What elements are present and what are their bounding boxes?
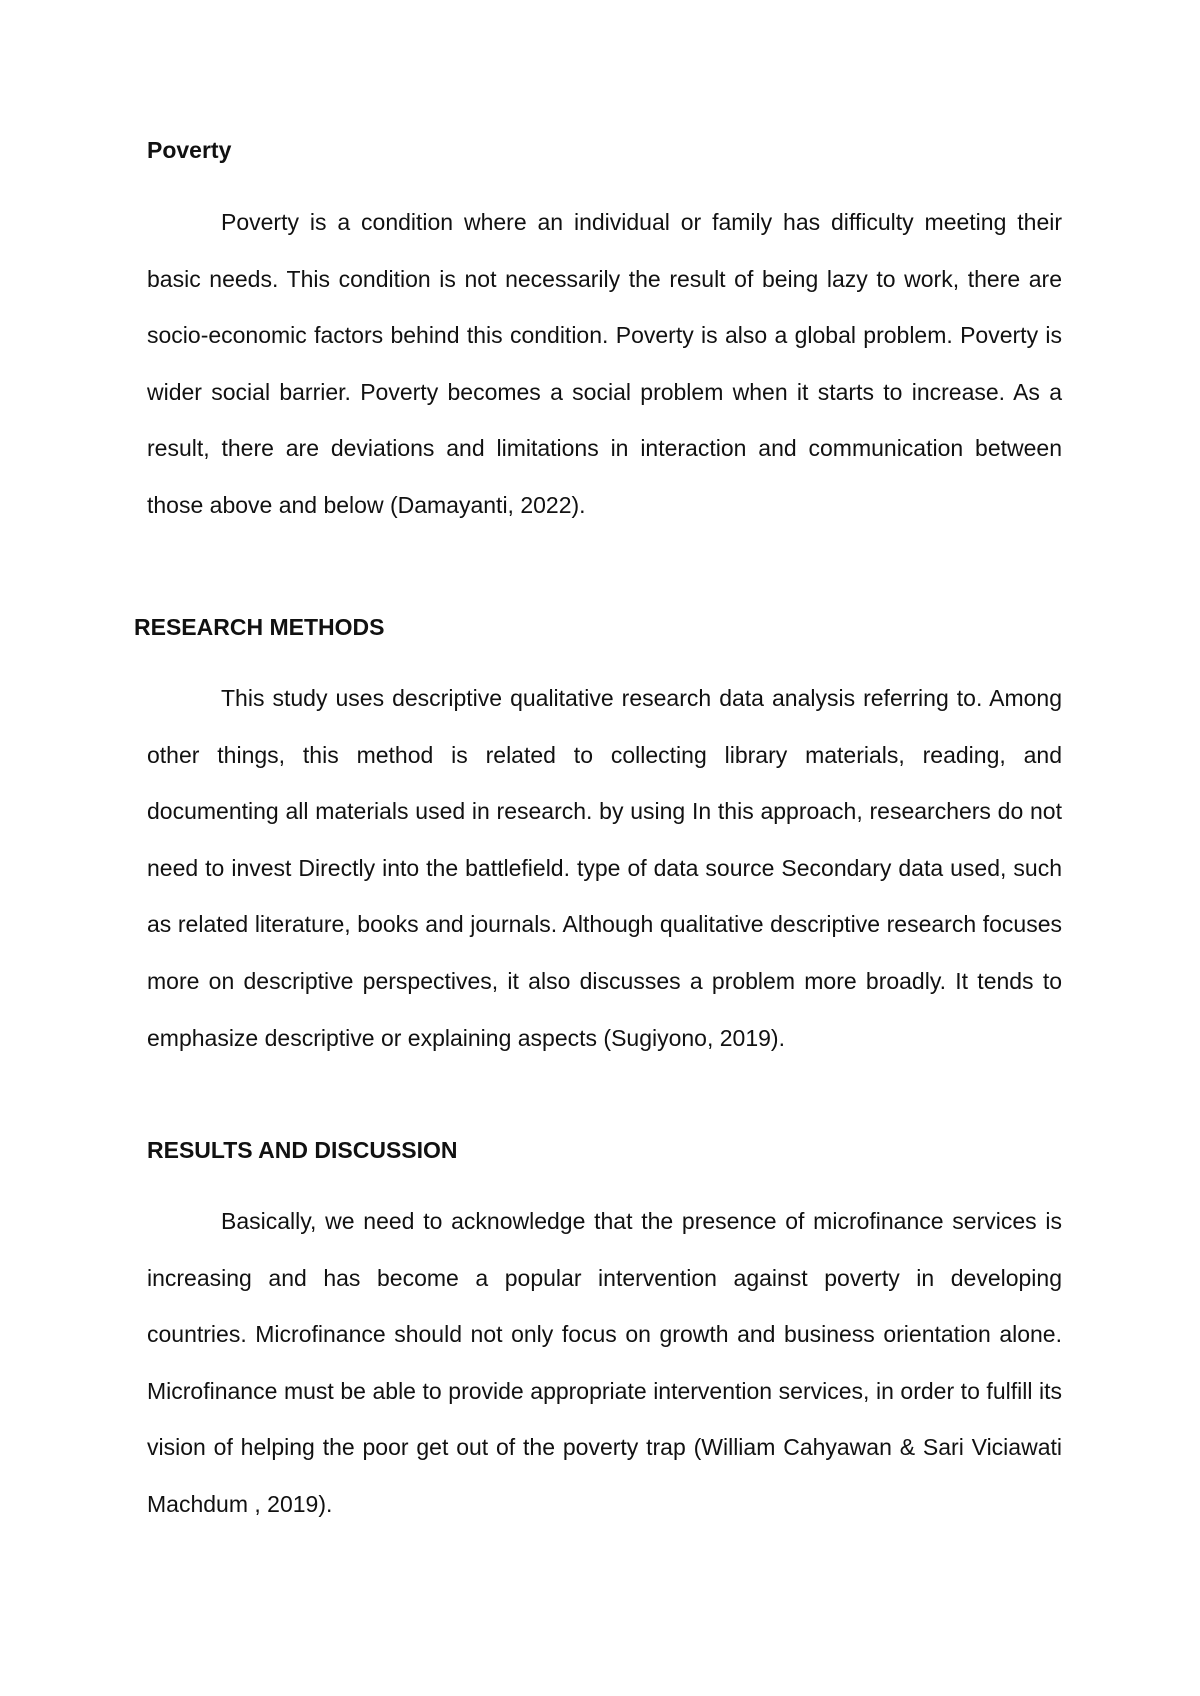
section-heading-results-discussion: RESULTS AND DISCUSSION bbox=[147, 1137, 458, 1163]
paragraph-poverty: Poverty is a condition where an individual or family has difficulty meeting their basic needs. This condition is not necessarily the result of being lazy to work, there are socio-economic factors behind this condition. Poverty is also a global problem. Poverty is wider social barrier. Poverty becomes a social problem when it starts to increase. As a result, there are deviations and limitations in interaction and communication between those above and below (Damayanti, 2022). bbox=[147, 209, 1062, 518]
paragraph-research-methods: This study uses descriptive qualitative research data analysis referring to. Among other things, this method is related to collecting library materials, reading, and documenting all materials used in research. by using In this approach, researchers do not need to invest Directly into the battlefield. type of data source Secondary data used, such as related literature, books and journals. Although qualitative descriptive research focuses more on descriptive perspectives, it also discusses a problem more broadly. It tends to emphasize descriptive or explaining aspects (Sugiyono, 2019). bbox=[147, 685, 1062, 1051]
section-heading-poverty: Poverty bbox=[147, 137, 232, 163]
section-heading-research-methods: RESEARCH METHODS bbox=[134, 614, 385, 640]
paragraph-results-discussion: Basically, we need to acknowledge that the presence of microfinance services is increasing and has become a popular intervention against poverty in developing countries. Microfinance should not only focus on growth and business orientation alone. Microfinance must be able to provide appropriate intervention services, in order to fulfill its vision of helping the poor get out of the poverty trap (William Cahyawan & Sari Viciawati Machdum , 2019). bbox=[147, 1208, 1062, 1517]
